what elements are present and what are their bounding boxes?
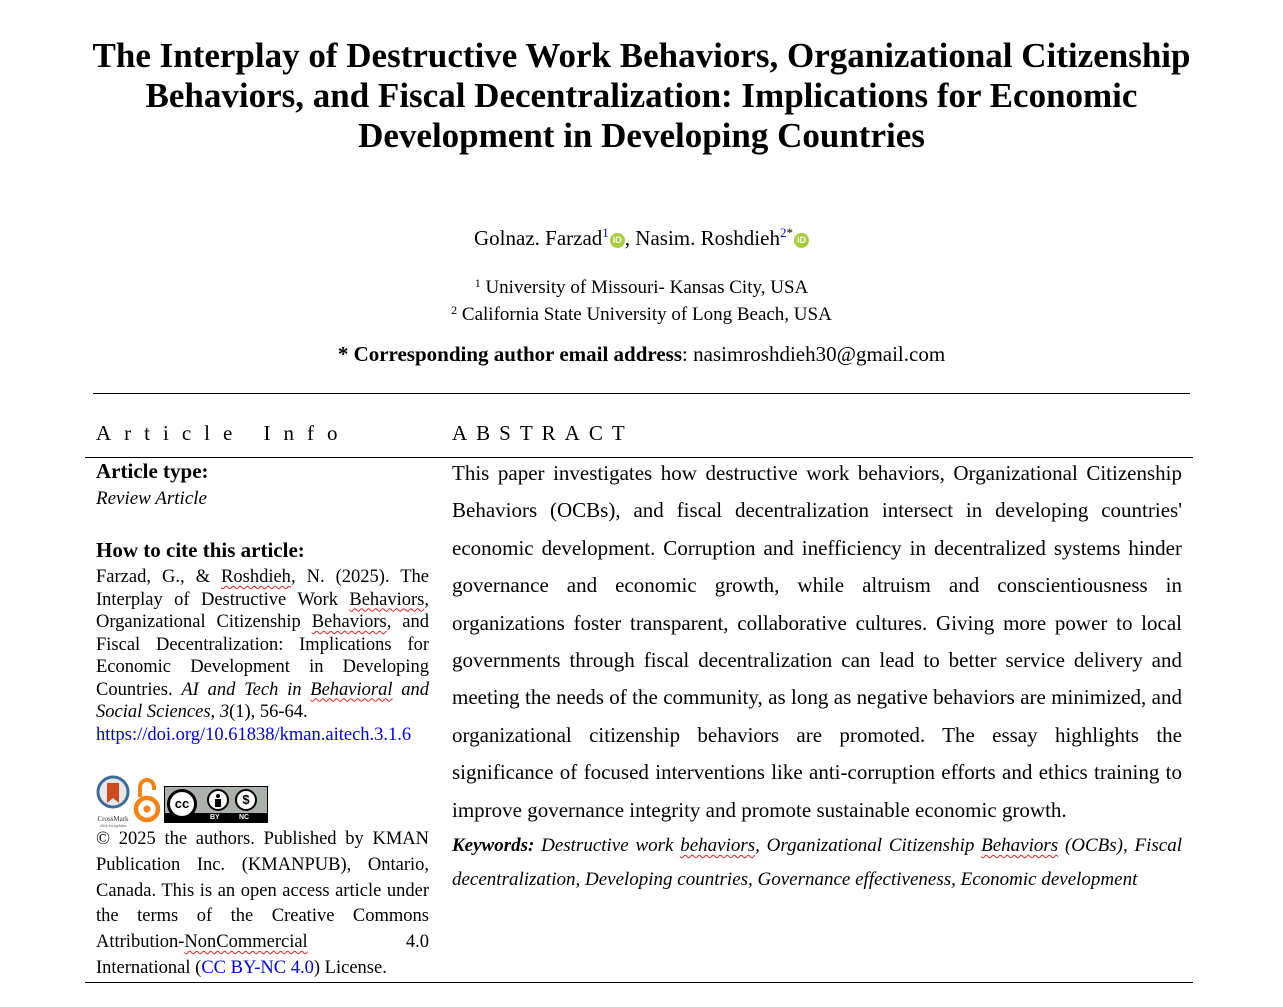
author-separator: , (624, 226, 636, 250)
open-access-badge[interactable] (132, 775, 162, 825)
affiliations (0, 272, 1283, 326)
affiliation-2 (0, 299, 1283, 326)
citation-segment: Behaviors (349, 589, 425, 610)
license-segment: NonCommercial (184, 932, 308, 953)
title-line-2: Behaviors, and Fiscal Decentralization: Implications for Economic (145, 76, 1138, 115)
attribution-icon (207, 789, 229, 811)
cc-license-link[interactable]: CC BY-NC 4.0 (201, 957, 314, 978)
affiliation-number: 2 (451, 303, 458, 317)
open-access-icon (132, 775, 162, 825)
crossmark-badge[interactable] (96, 775, 130, 828)
article-info-heading: Article Info (96, 421, 351, 445)
citation-text (96, 566, 429, 746)
noncommercial-icon: $ (235, 789, 257, 811)
abstract-text: This paper investigates how destructive work behaviors, Organizational Citizenship Behaviors (OCBs), and fiscal decentralization intersect in developing countries' economic development. Corruption and inefficiency in decentralized systems hinder governance and economic growth, while altruism and conscientiousness in organizations foster transparent, collaborative cultures. Giving more power to local governments through fiscal decentralization can lead to better service delivery and meeting the needs of the community, as long as negative behaviors are minimized, and organizational citizenship behaviors are promoted. The essay highlights the significance of focused interventions like anti-corruption efforts and ethics training to improve governance integrity and promote sustainable economic growth. (452, 461, 1182, 822)
crossmark-sublabel: click for updates (99, 823, 127, 828)
journal-name: Behavioral (310, 679, 393, 700)
affiliation-number: 1 (474, 276, 481, 290)
keywords-segment: (OCBs), Fiscal decentralization, Developing countries, Governance effectiveness, Economic development (452, 835, 1182, 890)
abstract-heading: ABSTRACT (452, 421, 634, 445)
keywords-segment: Destructive work (534, 835, 681, 856)
affiliation-1 (0, 272, 1283, 299)
cc-icon: cc (167, 789, 197, 819)
journal-name: AI and Tech in (181, 679, 311, 700)
license-segment: 4.0 International ( (96, 932, 429, 978)
keywords-label: Keywords: (452, 835, 535, 856)
corresponding-label: * Corresponding author email address (337, 342, 683, 366)
divider-top (93, 393, 1190, 394)
citation-segment: Roshdieh (221, 567, 291, 587)
keywords-segment: , Organizational Citizenship (755, 835, 982, 856)
corresponding-author (0, 340, 1283, 368)
affiliation-text: California State University of Long Beach, USA (457, 304, 832, 325)
affiliation-text: University of Missouri- Kansas City, USA (480, 277, 809, 298)
license-badges (96, 775, 268, 828)
corresponding-separator: : (682, 342, 694, 366)
doi-link[interactable]: https://doi.org/10.61838/kman.aitech.3.1.6 (96, 724, 412, 745)
corresponding-star: * (786, 225, 793, 240)
cc-by-nc-badge[interactable] (164, 786, 268, 823)
journal-issue-pages: (1), 56-64. (229, 702, 308, 722)
license-text (96, 827, 429, 982)
license-segment: © 2025 the authors. Published by KMAN Publication Inc. (KMANPUB), Ontario, Canada. This is an open access article under the terms of the Creative Commons Attribution- (96, 829, 429, 953)
crossmark-label: CrossMark (97, 815, 129, 823)
citation-segment: Farzad, G., & (96, 567, 222, 587)
journal-name: and Social Sciences, (96, 679, 429, 722)
author-list (0, 219, 1283, 252)
nc-label: NC (239, 814, 250, 821)
author-affil-sup-1[interactable]: 1 (602, 225, 609, 240)
abstract-body (452, 455, 1182, 829)
corresponding-email[interactable]: nasimroshdieh30@gmail.com (693, 342, 946, 366)
license-segment: ) License. (313, 957, 387, 978)
cite-label: How to cite this article: (96, 538, 305, 562)
divider-bottom (85, 982, 1193, 983)
citation-segment: , N. (2025). The Interplay of Destructive Work (96, 567, 429, 610)
title-line-3: Development in Developing Countries (358, 116, 925, 155)
orcid-icon[interactable]: iD (610, 233, 625, 248)
citation-segment: , and Fiscal Decentralization: Implications for Economic Development in Developing Countries. (96, 612, 429, 700)
orcid-icon[interactable]: iD (794, 233, 809, 248)
citation-segment: Behaviors (311, 612, 387, 632)
paper-title (60, 36, 1223, 156)
citation-segment: , Organizational Citizenship (96, 589, 429, 632)
journal-volume: 3 (219, 702, 230, 722)
crossmark-icon (96, 775, 130, 811)
author-name-2: Nasim. Roshdieh (635, 226, 780, 250)
article-type-label: Article type: (96, 459, 209, 483)
keywords-segment: behaviors (680, 835, 756, 856)
keywords (452, 829, 1182, 896)
by-label: BY (210, 814, 220, 821)
author-affil-sup-2[interactable]: 2 (779, 225, 787, 240)
article-type-value: Review Article (96, 488, 207, 509)
title-line-1: The Interplay of Destructive Work Behaviors, Organizational Citizenship (92, 36, 1191, 75)
author-name-1: Golnaz. Farzad (474, 226, 603, 250)
keywords-segment: Behaviors (981, 835, 1059, 856)
